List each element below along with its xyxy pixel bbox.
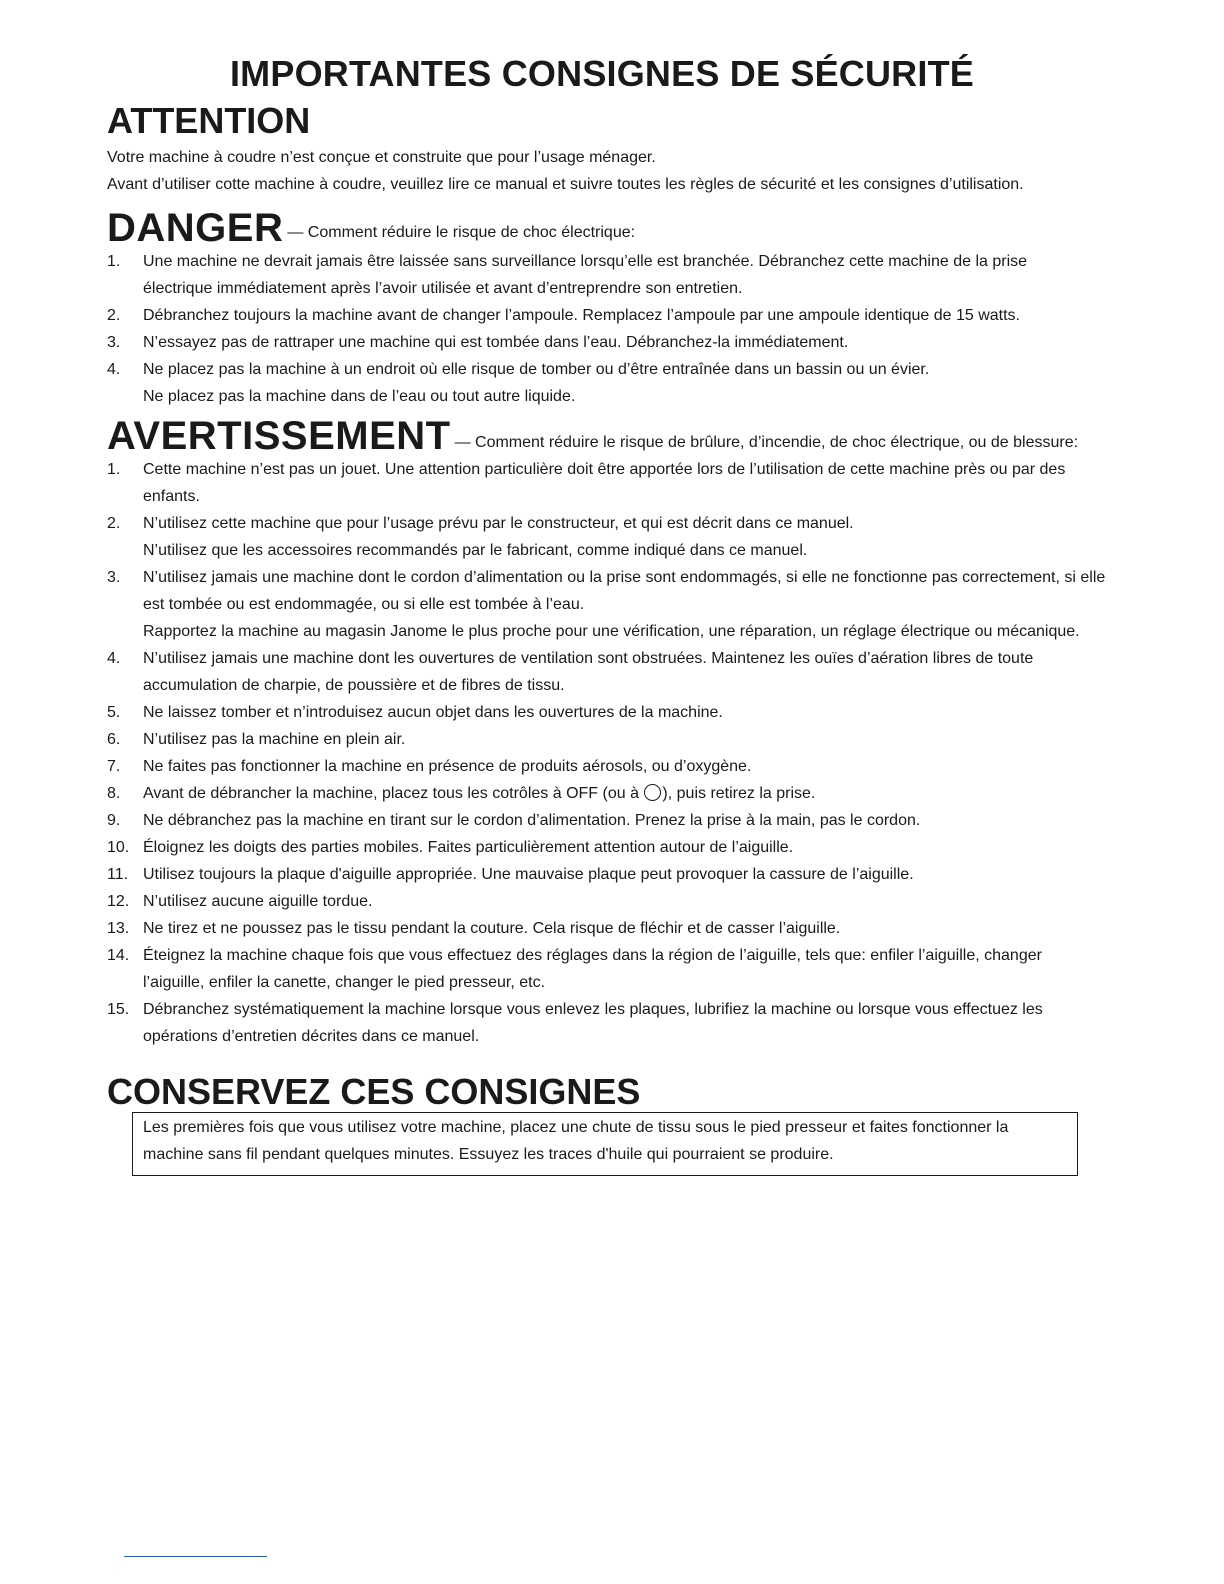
list-item	[107, 699, 1097, 726]
item-text: Éloignez les doigts des parties mobiles. Faites particulièrement attention autour de l’aiguille.	[143, 839, 794, 856]
list-item	[107, 834, 1097, 861]
notice-box	[132, 1112, 1078, 1176]
item-text	[143, 780, 1097, 807]
item-number: 9.	[107, 812, 121, 829]
danger-list	[107, 248, 1097, 410]
item-number: 13.	[107, 920, 130, 937]
page-title: IMPORTANTES CONSIGNES DE SÉCURITÉ	[229, 53, 974, 94]
item-number: 8.	[107, 785, 121, 802]
item-text-after: ), puis retirez la prise.	[662, 785, 816, 802]
item-text: N’utilisez cette machine que pour l’usage prévu par le constructeur, et qui est décrit dans ce manuel. N’utilisez que les accessoires recommandés par le fabricant, comme indiqué dans ce manuel.	[143, 515, 854, 559]
item-number: 2.	[107, 307, 121, 324]
list-item	[107, 861, 1097, 888]
item-text: N’utilisez pas la machine en plein air.	[143, 731, 406, 748]
item-number: 1.	[107, 253, 121, 270]
list-item	[107, 356, 1097, 410]
avertissement-heading: AVERTISSEMENT	[107, 414, 451, 458]
item-number: 4.	[107, 361, 121, 378]
item-text: Ne débranchez pas la machine en tirant sur le cordon d’alimentation. Prenez la prise à la main, pas le cordon.	[143, 812, 921, 829]
danger-section-header	[107, 204, 1097, 248]
list-item	[107, 564, 1106, 645]
item-number: 5.	[107, 704, 121, 721]
list-item	[107, 915, 1097, 942]
avertissement-list	[107, 456, 1106, 1050]
avertissement-section-header	[107, 416, 1097, 456]
item-text: N’utilisez jamais une machine dont le cordon d’alimentation ou la prise sont endommagés, si elle ne fonctionne pas correctement, si elle est tombée ou est endommagée, ou si elle est tombée à l’eau. Rapportez la machine au magasin Janome le plus proche pour une vérification, une réparation, un réglage électrique ou mécanique.	[143, 569, 1106, 640]
attention-line-1: Votre machine à coudre n’est conçue et construite que pour l’usage ménager.	[107, 149, 656, 166]
list-item	[107, 645, 1097, 699]
item-number: 3.	[107, 334, 121, 351]
list-item	[107, 753, 1097, 780]
list-item	[107, 942, 1097, 996]
attention-heading: ATTENTION	[107, 100, 311, 141]
safety-page	[107, 52, 1106, 1176]
list-item	[107, 329, 1097, 356]
item-number: 12.	[107, 893, 130, 910]
item-text: Débranchez toujours la machine avant de changer l’ampoule. Remplacez l’ampoule par une ampoule identique de 15 watts.	[143, 307, 1020, 324]
list-item	[107, 888, 1097, 915]
item-text: Utilisez toujours la plaque d'aiguille appropriée. Une mauvaise plaque peut provoquer la cassure de l’aiguille.	[143, 866, 914, 883]
item-number: 11.	[107, 866, 129, 883]
item-number: 10.	[107, 839, 130, 856]
item-text: Ne tirez et ne poussez pas le tissu pendant la couture. Cela risque de fléchir et de casser l’aiguille.	[143, 920, 841, 937]
item-text: Cette machine n’est pas un jouet. Une attention particulière doit être apportée lors de l’utilisation de cette machine près ou par des enfants.	[143, 461, 1066, 505]
list-item	[107, 248, 1097, 302]
item-text: Une machine ne devrait jamais être laissée sans surveillance lorsqu’elle est branchée. Débranchez cette machine de la prise électrique immédiatement après l’avoir utilisée et avant d’entreprendre son entretien.	[143, 253, 1028, 297]
item-number: 1.	[107, 461, 121, 478]
item-text-before: Avant de débrancher la machine, placez tous les cotrôles à OFF (ou à	[143, 785, 644, 802]
list-item	[107, 726, 1097, 753]
list-item	[107, 807, 1097, 834]
item-text: Débranchez systématiquement la machine lorsque vous enlevez les plaques, lubrifiez la machine ou lorsque vous effectuez les opérations d’entretien décrites dans ce manuel.	[143, 1001, 1043, 1045]
danger-heading: DANGER	[107, 206, 284, 250]
item-text: Ne faites pas fonctionner la machine en présence de produits aérosols, ou d’oxygène.	[143, 758, 752, 775]
list-item	[107, 302, 1097, 329]
item-number: 2.	[107, 515, 121, 532]
danger-subtitle: — Comment réduire le risque de choc électrique:	[287, 224, 636, 241]
conserve-heading: CONSERVEZ CES CONSIGNES	[107, 1071, 641, 1112]
item-text: N’essayez pas de rattraper une machine qui est tombée dans l’eau. Débranchez-la immédiatement.	[143, 334, 849, 351]
attention-line-2: Avant d’utiliser cotte machine à coudre, veuillez lire ce manual et suivre toutes les règles de sécurité et les consignes d’utilisation.	[107, 176, 1024, 193]
item-text: Éteignez la machine chaque fois que vous effectuez des réglages dans la région de l’aiguille, tels que: enfiler l’aiguille, changer l’aiguille, enfiler la canette, changer le pied presseur, etc.	[143, 947, 1042, 991]
list-item	[107, 456, 1097, 510]
item-number: 7.	[107, 758, 121, 775]
off-circle-icon	[644, 784, 661, 801]
item-text: Ne placez pas la machine à un endroit où elle risque de tomber ou d’être entraînée dans un bassin ou un évier. Ne placez pas la machine dans de l’eau ou tout autre liquide.	[143, 361, 930, 405]
list-item	[107, 510, 1097, 564]
item-number: 3.	[107, 569, 121, 586]
list-item	[107, 996, 1097, 1050]
item-number: 15.	[107, 1001, 130, 1018]
list-item	[107, 780, 1097, 807]
item-number: 6.	[107, 731, 121, 748]
avertissement-subtitle: — Comment réduire le risque de brûlure, d’incendie, de choc électrique, ou de blessure:	[454, 434, 1079, 451]
notice-text: Les premières fois que vous utilisez votre machine, placez une chute de tissu sous le pied presseur et faites fonctionner la machine sans fil pendant quelques minutes. Essuyez les traces d'huile qui pourraient se produire.	[143, 1119, 1009, 1163]
item-number: 14.	[107, 947, 130, 964]
item-text: N’utilisez aucune aiguille tordue.	[143, 893, 373, 910]
item-text: Ne laissez tomber et n’introduisez aucun objet dans les ouvertures de la machine.	[143, 704, 723, 721]
footer-rule	[124, 1556, 267, 1557]
item-text: N’utilisez jamais une machine dont les ouvertures de ventilation sont obstruées. Maintenez les ouïes d’aération libres de toute accumulation de charpie, de poussière et de fibres de tissu.	[143, 650, 1034, 694]
item-number: 4.	[107, 650, 121, 667]
